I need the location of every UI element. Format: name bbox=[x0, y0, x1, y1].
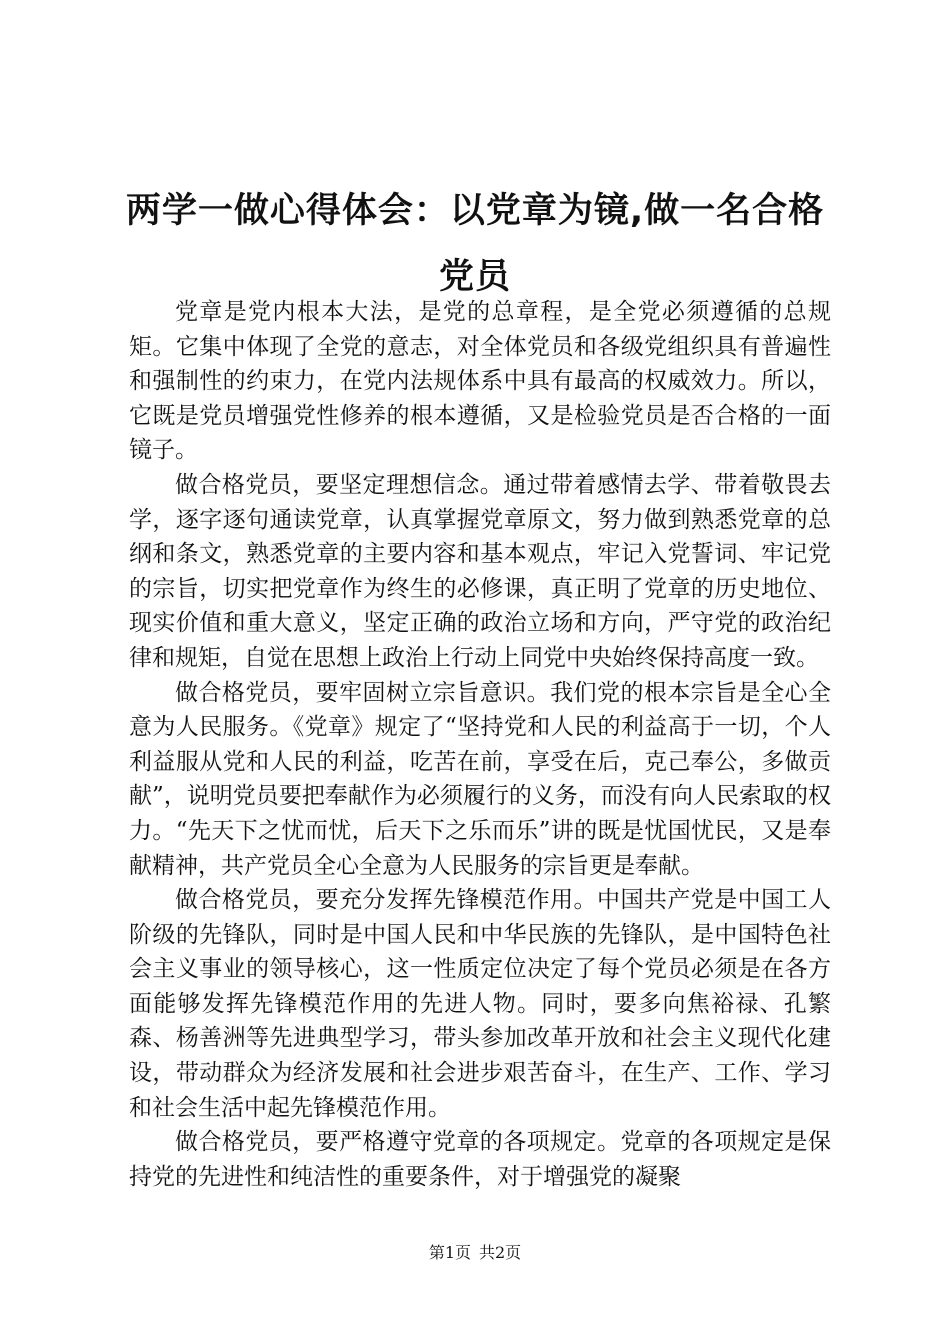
paragraph-5: 做合格党员，要严格遵守党章的各项规定。党章的各项规定是保持党的先进性和纯洁性的重要条件，对于增强党的凝聚 bbox=[129, 1129, 831, 1190]
paragraph-1: 党章是党内根本大法，是党的总章程，是全党必须遵循的总规矩。它集中体现了全党的意志，对全体党员和各级党组织具有普遍性和强制性的约束力，在党内法规体系中具有最高的权威效力。所以，它既是党员增强党性修养的根本遵循，又是检验党员是否合格的一面镜子。 bbox=[129, 299, 831, 464]
paragraph-2: 做合格党员，要坚定理想信念。通过带着感情去学、带着敬畏去学，逐字逐句通读党章，认真掌握党章原文，努力做到熟悉党章的总纲和条文，熟悉党章的主要内容和基本观点，牢记入党誓词、牢记党的宗旨，切实把党章作为终生的必修课，真正明了党章的历史地位、现实价值和重大意义，坚定正确的政治立场和方向，严守党的政治纪律和规矩，自觉在思想上政治上行动上同党中央始终保持高度一致。 bbox=[129, 471, 831, 671]
paragraph-4: 做合格党员，要充分发挥先锋模范作用。中国共产党是中国工人阶级的先锋队，同时是中国人民和中华民族的先锋队，是中国特色社会主义事业的领导核心，这一性质定位决定了每个党员必须是在各方面能够发挥先锋模范作用的先进人物。同时，要多向焦裕禄、孔繁森、杨善洲等先进典型学习，带头参加改革开放和社会主义现代化建设，带动群众为经济发展和社会进步艰苦奋斗，在生产、工作、学习和社会生活中起先锋模范作用。 bbox=[129, 887, 831, 1121]
document-body bbox=[129, 295, 831, 1194]
paragraph-3: 做合格党员，要牢固树立宗旨意识。我们党的根本宗旨是全心全意为人民服务。《党章》规定了“坚持党和人民的利益高于一切，个人利益服从党和人民的利益，吃苦在前，享受在后，克己奉公，多做贡献”，说明党员要把奉献作为必须履行的义务，而没有向人民索取的权力。“先天下之忧而忧，后天下之乐而乐”讲的既是忧国忧民，又是奉献精神，共产党员全心全意为人民服务的宗旨更是奉献。 bbox=[129, 679, 831, 879]
page-total: 共2页 bbox=[479, 1243, 522, 1262]
page-footer bbox=[0, 1243, 950, 1263]
document-title: 两学一做心得体会：以党章为镜,做一名合格党员 bbox=[125, 191, 825, 297]
page-number: 第1页 bbox=[428, 1243, 471, 1262]
